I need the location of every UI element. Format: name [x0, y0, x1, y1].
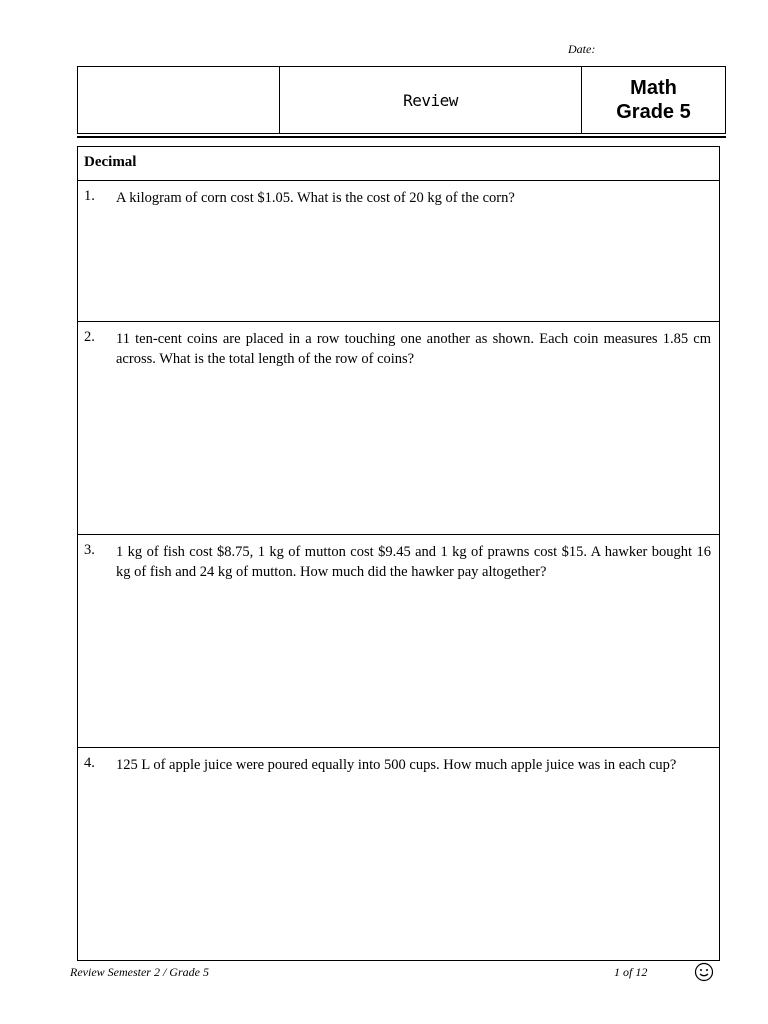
- worksheet-header: [77, 66, 726, 134]
- question-row: [78, 322, 719, 535]
- question-text: 125 L of apple juice were poured equally into 500 cups. How much apple juice was in each cup?: [116, 757, 677, 773]
- question-number: 3.: [84, 542, 95, 558]
- question-number: 2.: [84, 329, 95, 345]
- footer-page-number: 1 of 12: [614, 965, 648, 979]
- smiley-icon: [694, 962, 714, 982]
- header-subject: Math: [630, 77, 677, 99]
- header-double-rule: [77, 136, 726, 138]
- question-text: A kilogram of corn cost $1.05. What is the cost of 20 kg of the corn?: [116, 190, 515, 206]
- date-label: Date:: [568, 42, 596, 56]
- footer-course-label: Review Semester 2 / Grade 5: [70, 965, 209, 979]
- header-subject-cell: [582, 67, 725, 133]
- section-title: Decimal: [78, 147, 719, 181]
- question-number: 1.: [84, 188, 95, 204]
- question-row: [78, 535, 719, 748]
- question-text: 11 ten-cent coins are placed in a row touching one another as shown. Each coin measures 1.85 cm across. What is the total length of the row of coins?: [116, 331, 711, 367]
- question-row: [78, 748, 719, 960]
- question-number: 4.: [84, 755, 95, 771]
- header-blank-cell: [78, 67, 280, 133]
- header-title: Review: [280, 67, 582, 133]
- question-row: [78, 181, 719, 322]
- question-table: [77, 146, 720, 961]
- header-grade: Grade 5: [616, 101, 691, 123]
- question-text: 1 kg of fish cost $8.75, 1 kg of mutton cost $9.45 and 1 kg of prawns cost $15. A hawker bought 16 kg of fish and 24 kg of mutton. How much did the hawker pay altogether?: [116, 544, 711, 580]
